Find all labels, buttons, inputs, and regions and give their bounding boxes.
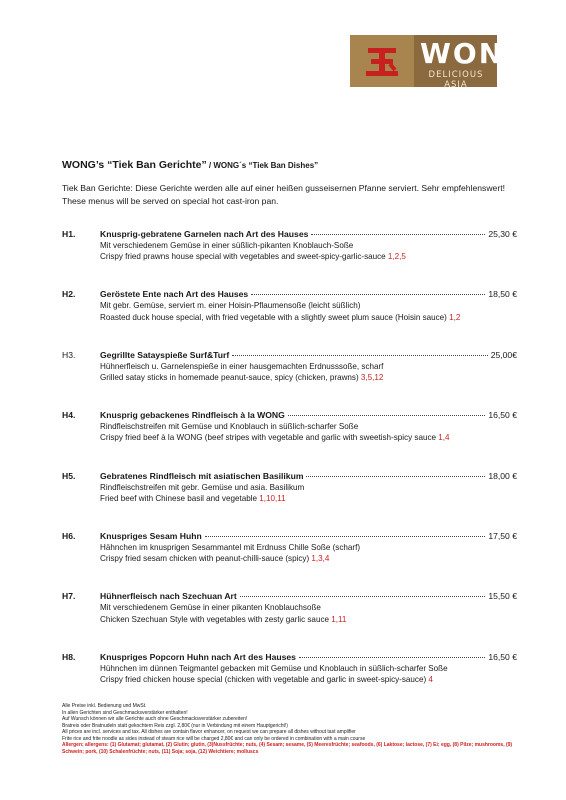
item-price: 18,50 €	[488, 289, 517, 300]
item-allergens: 4	[428, 674, 433, 684]
item-price: 18,00 €	[488, 470, 517, 481]
leader-dots	[311, 234, 485, 235]
leader-dots	[205, 536, 486, 537]
logo-emblem	[350, 35, 414, 87]
footer-notes	[62, 703, 532, 755]
item-description-en: Grilled satay sticks in homemade peanut-sauce, spicy (chicken, prawns) 3,5,12	[100, 372, 384, 382]
item-description-de: Mit gebr. Gemüse, serviert m. einer Hoisin-Pflaumensoße (leicht süßlich)	[100, 301, 361, 311]
item-name: Gegrillte Satayspieße Surf&Turf	[100, 349, 230, 360]
item-description-de: Mit verschiedenem Gemüse in einer pikanten Knoblauchsoße	[100, 603, 321, 613]
item-name: Geröstete Ente nach Art des Hauses	[100, 289, 249, 300]
item-description-en: Roasted duck house special, with fried vegetable with a slightly sweet plum sauce (Hoisin sauce) 1,2	[100, 312, 461, 322]
menu-item	[62, 228, 517, 288]
item-price: 16,50 €	[488, 410, 517, 421]
item-allergens: 1,2,5	[387, 252, 406, 262]
item-description-en: Crispy fried sesam chicken with peanut-chilli-sauce (spicy) 1,3,4	[100, 554, 330, 564]
leader-dots	[306, 476, 485, 477]
item-number: H1.	[62, 229, 76, 239]
menu-list	[62, 228, 517, 711]
item-price: 25,30 €	[488, 229, 517, 239]
item-number: H7.	[62, 591, 76, 602]
leader-dots	[251, 294, 485, 295]
item-description-de: Hähnchen im knusprigen Sesammantel mit Erdnuss Chille Soße (scharf)	[100, 542, 361, 552]
item-description-de: Rindfleischstreifen mit gebr. Gemüse und asia. Basilikum	[100, 482, 305, 492]
restaurant-logo	[350, 35, 530, 90]
intro-text: Tiek Ban Gerichte: Diese Gerichte werden alle auf einer heißen gusseisernen Pfanne serviert. Sehr empfehlenswert! These menus will be served on special hot cast-iron pan.	[62, 183, 505, 206]
allergen-legend: Allergen; allergens: (1) Glutamat; glutamat, (2) Glutin; glutin, (3)Nussfrüchte; nuts, (4) Sesam; sesame, (5) Meeresfrüchte; seafoods, (6) Laktose; lactose, (7) Ei; egg, (8) Pilze; mushrooms, (9) Schwein; pork, (10) Schalenfrüchte; nuts, (11) Soja; soja, (12) Weichtiere; molluscs	[62, 742, 513, 755]
leader-dots	[288, 415, 486, 416]
item-name: Knuspriges Popcorn Huhn nach Art des Hauses	[100, 651, 296, 662]
footer-line: Auf Wunsch können wir alle Gerichte auch ohne Geschmacksverstärker zubereiten!	[62, 716, 248, 722]
item-allergens: 3,5,12	[360, 372, 384, 382]
item-description-en: Chicken Szechuan Style with vegetables with zesty garlic sauce 1,11	[100, 614, 347, 624]
leader-dots	[299, 657, 485, 658]
item-number: H8.	[62, 651, 76, 662]
item-description-en: Fried beef with Chinese basil and vegetable 1,10,11	[100, 493, 286, 503]
item-allergens: 1,3,4	[311, 554, 330, 564]
item-number: H4.	[62, 410, 76, 421]
page-title	[62, 159, 318, 171]
item-description-en: Crispy fried chicken house special (chicken with vegetable and garlic in sweet-spicy-sauce) 4	[100, 674, 433, 684]
menu-item	[62, 470, 517, 530]
item-name: Knusprig-gebratene Garnelen nach Art des Hauses	[100, 229, 309, 239]
item-number: H5.	[62, 470, 76, 481]
item-price: 15,50 €	[488, 591, 517, 602]
logo-glyph-icon	[364, 44, 400, 78]
item-number: H3.	[62, 349, 76, 360]
item-allergens: 1,11	[331, 614, 347, 624]
menu-item	[62, 530, 517, 590]
title-sub: / WONG´s “Tiek Ban Dishes”	[206, 161, 319, 170]
item-description-de: Hühnchen im dünnen Teigmantel gebacken mit Gemüse und Knoblauch in süßlich-scharfer Soße	[100, 663, 448, 673]
item-description-en: Crispy fried prawns house special with vegetables and sweet-spicy-garlic-sauce 1,2,5	[100, 252, 406, 262]
item-name: Hühnerfleisch nach Szechuan Art	[100, 591, 237, 602]
item-price: 16,50 €	[488, 651, 517, 662]
menu-item	[62, 590, 517, 650]
logo-tagline: DELICIOUS ASIA	[428, 70, 484, 90]
leader-dots	[232, 355, 487, 356]
menu-item	[62, 288, 517, 348]
logo-wordmark: WONG	[420, 37, 530, 70]
item-name: Knusprig gebackenes Rindfleisch à la WONG	[100, 410, 285, 421]
item-number: H6.	[62, 530, 76, 541]
item-allergens: 1,2	[449, 312, 461, 322]
menu-item	[62, 409, 517, 469]
footer-line: Bratreis oder Bratnudeln statt gekochtem Reis zzgl. 2,80€ (nur in Verbindung mit einem Hauptgericht!)	[62, 722, 288, 729]
item-description-en: Crispy fried beef à la WONG (beef stripes with vegetable and garlic with sweetish-spicy sauce 1,4	[100, 433, 450, 443]
menu-item	[62, 349, 517, 409]
footer-line: Alle Preise inkl. Bedienung und MwSt.	[62, 703, 147, 709]
item-allergens: 1,10,11	[259, 493, 286, 503]
footer-line: All prices are incl. services and tax. All dishes are contain flavor enhancer, on request we can prepare all dishes without tast amplifier	[62, 729, 356, 735]
footer-line: In allen Gerichten sind Geschmacksverstärker enthalten!	[62, 709, 188, 716]
item-description-de: Hühnerfleisch u. Garnelenspieße in einer hausgemachten Erdnusssoße, scharf	[100, 361, 384, 371]
title-main: WONG’s “Tiek Ban Gerichte”	[62, 159, 207, 171]
item-name: Gebratenes Rindfleisch mit asiatischen Basilikum	[100, 470, 304, 481]
item-price: 25,00€	[490, 349, 517, 360]
item-description-de: Mit verschiedenem Gemüse in einer süßlich-pikanten Knoblauch-Soße	[100, 241, 354, 250]
leader-dots	[240, 596, 486, 597]
item-allergens: 1,4	[438, 433, 450, 443]
item-price: 17,50 €	[488, 530, 517, 541]
item-number: H2.	[62, 289, 76, 300]
item-name: Knuspriges Sesam Huhn	[100, 530, 202, 541]
footer-line: Frite rice and frite noodle as sides instead of steam rice will be charged 2,80€ and can only be ordered in combination with a main course	[62, 735, 366, 742]
item-description-de: Rindfleischstreifen mit Gemüse und Knoblauch in süßlich-scharfer Soße	[100, 422, 359, 432]
